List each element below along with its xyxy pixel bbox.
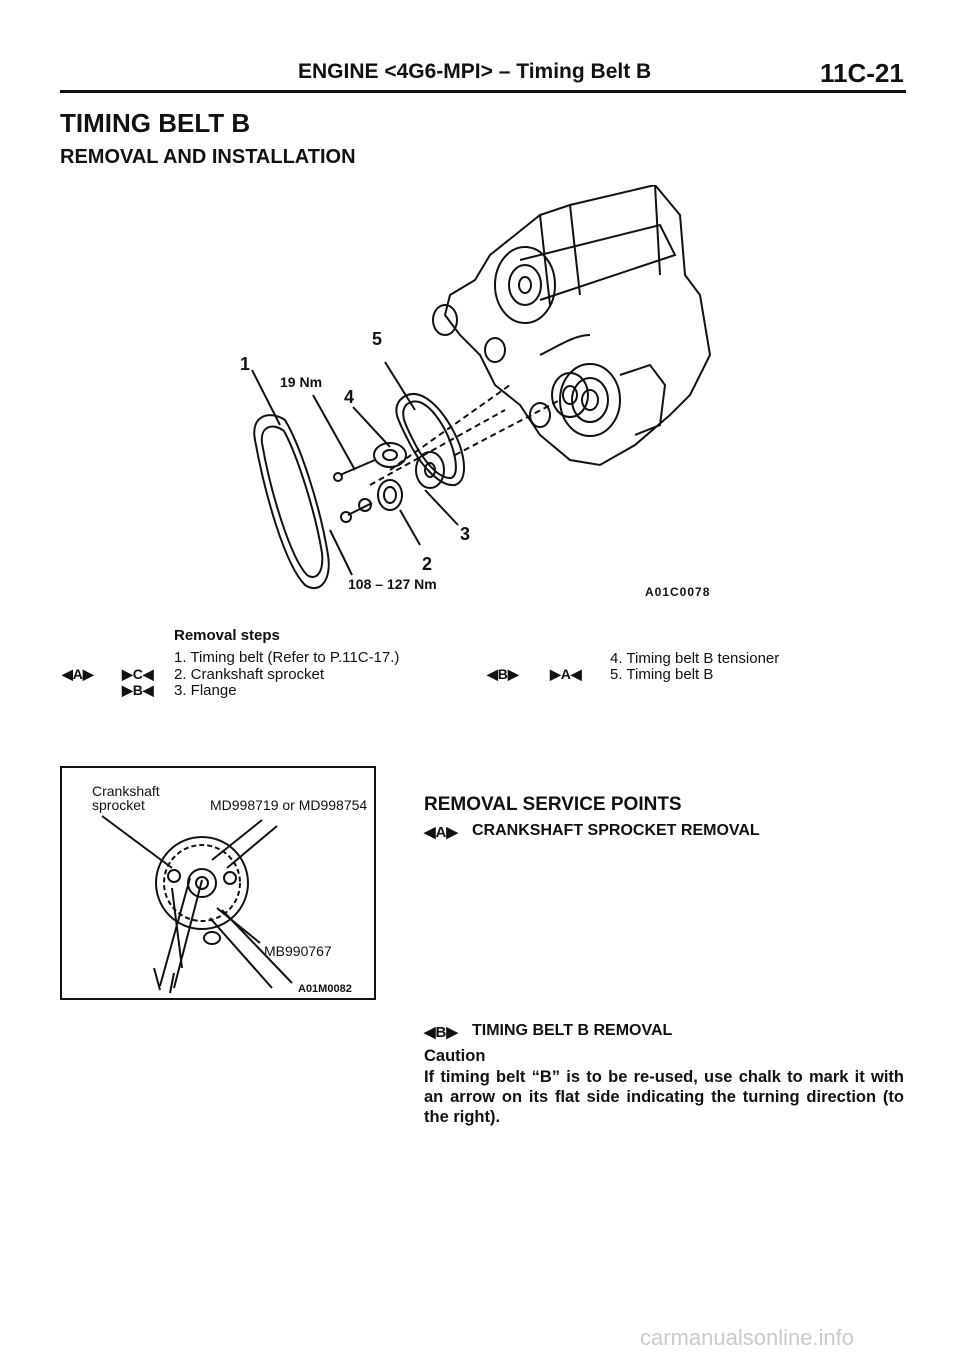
service-b-title: TIMING BELT B REMOVAL xyxy=(472,1022,673,1039)
step-2: 2. Crankshaft sprocket xyxy=(174,666,325,683)
caution-text: If timing belt “B” is to be re-used, use chalk to mark it with an arrow on its flat side indicating the turning direction (to the right). xyxy=(424,1068,904,1126)
step-1: 1. Timing belt (Refer to P.11C-17.) xyxy=(174,649,400,666)
caution-title: Caution xyxy=(424,1047,486,1065)
removal-steps-title: Removal steps xyxy=(174,627,280,644)
callout-4: 4 xyxy=(344,387,355,407)
tool-figure-code: A01M0082 xyxy=(298,983,352,995)
exploded-view-figure xyxy=(240,185,720,605)
figure-code: A01C0078 xyxy=(645,585,711,599)
tool-figure xyxy=(60,766,376,1000)
page-header xyxy=(0,58,960,98)
step-2-mark-left: ◀A▶ xyxy=(62,666,94,682)
label-tool-mb: MB990767 xyxy=(264,943,332,959)
page-number: 11C-21 xyxy=(820,58,904,88)
torque-lower: 108 – 127 Nm xyxy=(348,576,437,592)
step-5-mark-left: ◀B▶ xyxy=(487,666,519,682)
header-title: ENGINE <4G6-MPI> – Timing Belt B xyxy=(298,60,652,83)
section-heading: TIMING BELT B xyxy=(60,108,251,138)
step-5-mark-right: ▶A◀ xyxy=(550,666,582,682)
service-b-mark: ◀B▶ xyxy=(424,1024,458,1041)
service-a-title: CRANKSHAFT SPROCKET REMOVAL xyxy=(472,822,760,839)
callout-3: 3 xyxy=(460,524,471,544)
torque-upper: 19 Nm xyxy=(280,374,323,390)
callout-1: 1 xyxy=(240,354,251,374)
section-subheading: REMOVAL AND INSTALLATION xyxy=(60,146,356,168)
label-sprocket: sprocket xyxy=(92,797,145,813)
tool-drawing xyxy=(62,768,374,998)
header-rule xyxy=(60,90,906,93)
label-crankshaft: Crankshaft xyxy=(92,783,160,799)
step-5: 5. Timing belt B xyxy=(610,666,714,683)
callout-5: 5 xyxy=(372,329,383,349)
service-title: REMOVAL SERVICE POINTS xyxy=(424,794,682,815)
step-2-mark-right: ▶C◀ xyxy=(122,666,154,682)
service-a-mark: ◀A▶ xyxy=(424,824,458,841)
exploded-view-drawing xyxy=(240,185,720,605)
callout-2: 2 xyxy=(422,554,433,574)
step-4: 4. Timing belt B tensioner xyxy=(610,650,780,667)
step-3: 3. Flange xyxy=(174,682,237,699)
step-3-mark-right: ▶B◀ xyxy=(122,682,154,698)
watermark: carmanualsonline.info xyxy=(640,1325,855,1350)
label-tool-md: MD998719 or MD998754 xyxy=(210,797,368,813)
